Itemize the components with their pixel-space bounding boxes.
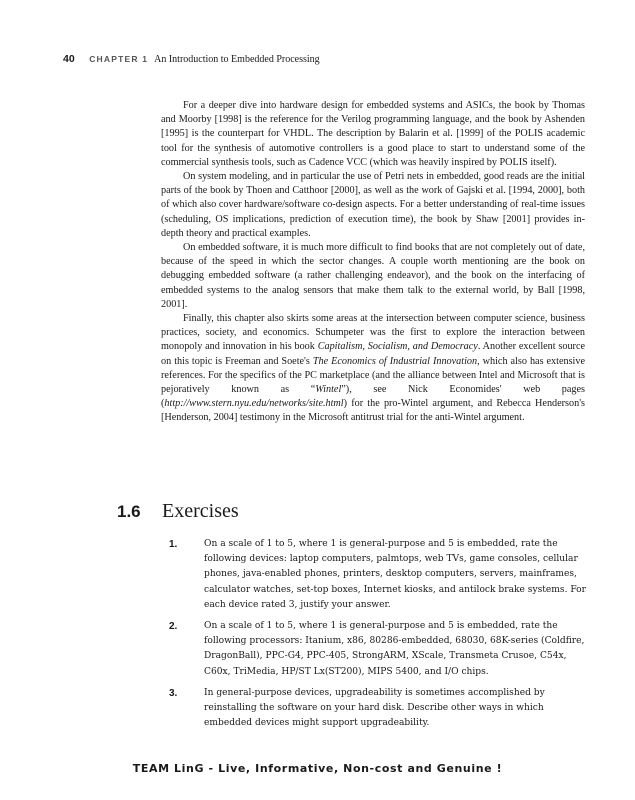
paragraph-text: Finally, this chapter also skirts some areas at the intersection between computer science, business practices, society, and economics. Schumpeter was the first to explore the interaction between monopoly and innovation in his book	[161, 313, 585, 353]
section-number: 1.6	[117, 502, 141, 521]
section-title: Exercises	[162, 500, 239, 522]
exercise-text: On a scale of 1 to 5, where 1 is general-purpose and 5 is embedded, rate the following processors: Itanium, x86, 80286-embedded, 68030, 68K-series (Coldfire, DragonBall), PPC-G4, PPC-405, StrongARM, XScale, Transmeta Crusoe, C54x, C60x, TriMedia, HP/ST Lx(ST200), MIPS 5400, and I/O chips.	[204, 621, 585, 677]
running-header	[63, 53, 320, 65]
exercise-item	[169, 619, 587, 680]
exercise-item	[169, 537, 587, 613]
paragraph-text: ) for the pro-Wintel argument, and Rebecca Henderson's [Henderson, 2004] testimony in the Microsoft antitrust trial for the anti-Wintel argument.	[161, 398, 585, 424]
chapter-title: An Introduction to Embedded Processing	[154, 54, 320, 65]
book-title: Capitalism, Socialism, and Democracy	[317, 341, 478, 353]
exercise-text: On a scale of 1 to 5, where 1 is general-purpose and 5 is embedded, rate the following devices: laptop computers, palmtops, web TVs, game consoles, cellular phones, java-enabled phones, printers, desktop computers, servers, mainframes, calculator watches, set-top boxes, Internet kiosks, and antilock brake systems. For each device rated 3, justify your answer.	[204, 539, 587, 610]
exercise-number: 1.	[169, 539, 178, 550]
url-link[interactable]: http://www.stern.nyu.edu/networks/site.html	[164, 398, 344, 410]
chapter-label: CHAPTER 1	[89, 54, 149, 64]
paragraph	[161, 312, 585, 426]
term: Wintel	[315, 384, 342, 396]
paragraph: On embedded software, it is much more difficult to find books that are not completely out of date, because of the speed in which the sector changes. A couple worth mentioning are the book on debugging embedded software (a rather challenging endeavor), and the book on the interfacing of embedded systems to the analog sensors that make them talk to the external world, by Ball [1998, 2001].	[161, 242, 585, 310]
paragraph: For a deeper dive into hardware design for embedded systems and ASICs, the book by Thomas and Moorby [1998] is the reference for the Verilog programming language, and the book by Ashenden [1995] is the counterpart for VHDL. The description by Balarin et al. [1999] of the POLIS academic tool for the synthesis of automotive controllers is a good place to start to understand some of the commercial synthesis tools, such as Cadence VCC (which was heavily inspired by POLIS itself).	[161, 100, 585, 168]
footer-watermark: TEAM LinG - Live, Informative, Non-cost and Genuine !	[132, 762, 503, 775]
section-heading	[117, 500, 239, 523]
exercise-list	[169, 537, 587, 737]
exercise-text: In general-purpose devices, upgradeability is sometimes accomplished by reinstalling the software on your hard disk. Describe other ways in which embedded devices might support upgradeability.	[204, 687, 545, 729]
paragraph-text: . Another excellent source on this topic is Freeman and Soete's	[161, 341, 585, 367]
paragraph-text: , which also has extensive references. For the specifics of the PC marketplace (and the alliance between Intel and Microsoft that is pejoratively known as “	[161, 355, 585, 396]
exercise-number: 2.	[169, 621, 178, 633]
book-title: The Economics of Industrial Innovation	[312, 355, 478, 367]
body-text	[161, 99, 585, 426]
exercise-item	[169, 686, 587, 732]
paragraph: On system modeling, and in particular the use of Petri nets in embedded, good reads are the initial parts of the book by Thoen and Catthoor [2000], as well as the work of Gajski et al. [1994, 2000], both of which also cover hardware/software co-design aspects. For a better understanding of real-time issues (scheduling, OS implications, prediction of execution time), the book by Shaw [2001] provides in-depth theory and practical examples.	[161, 171, 585, 239]
exercise-number: 3.	[169, 687, 178, 699]
page-number: 40	[63, 53, 75, 65]
paragraph-text: ”), see Nick Economides' web pages (	[161, 384, 585, 410]
